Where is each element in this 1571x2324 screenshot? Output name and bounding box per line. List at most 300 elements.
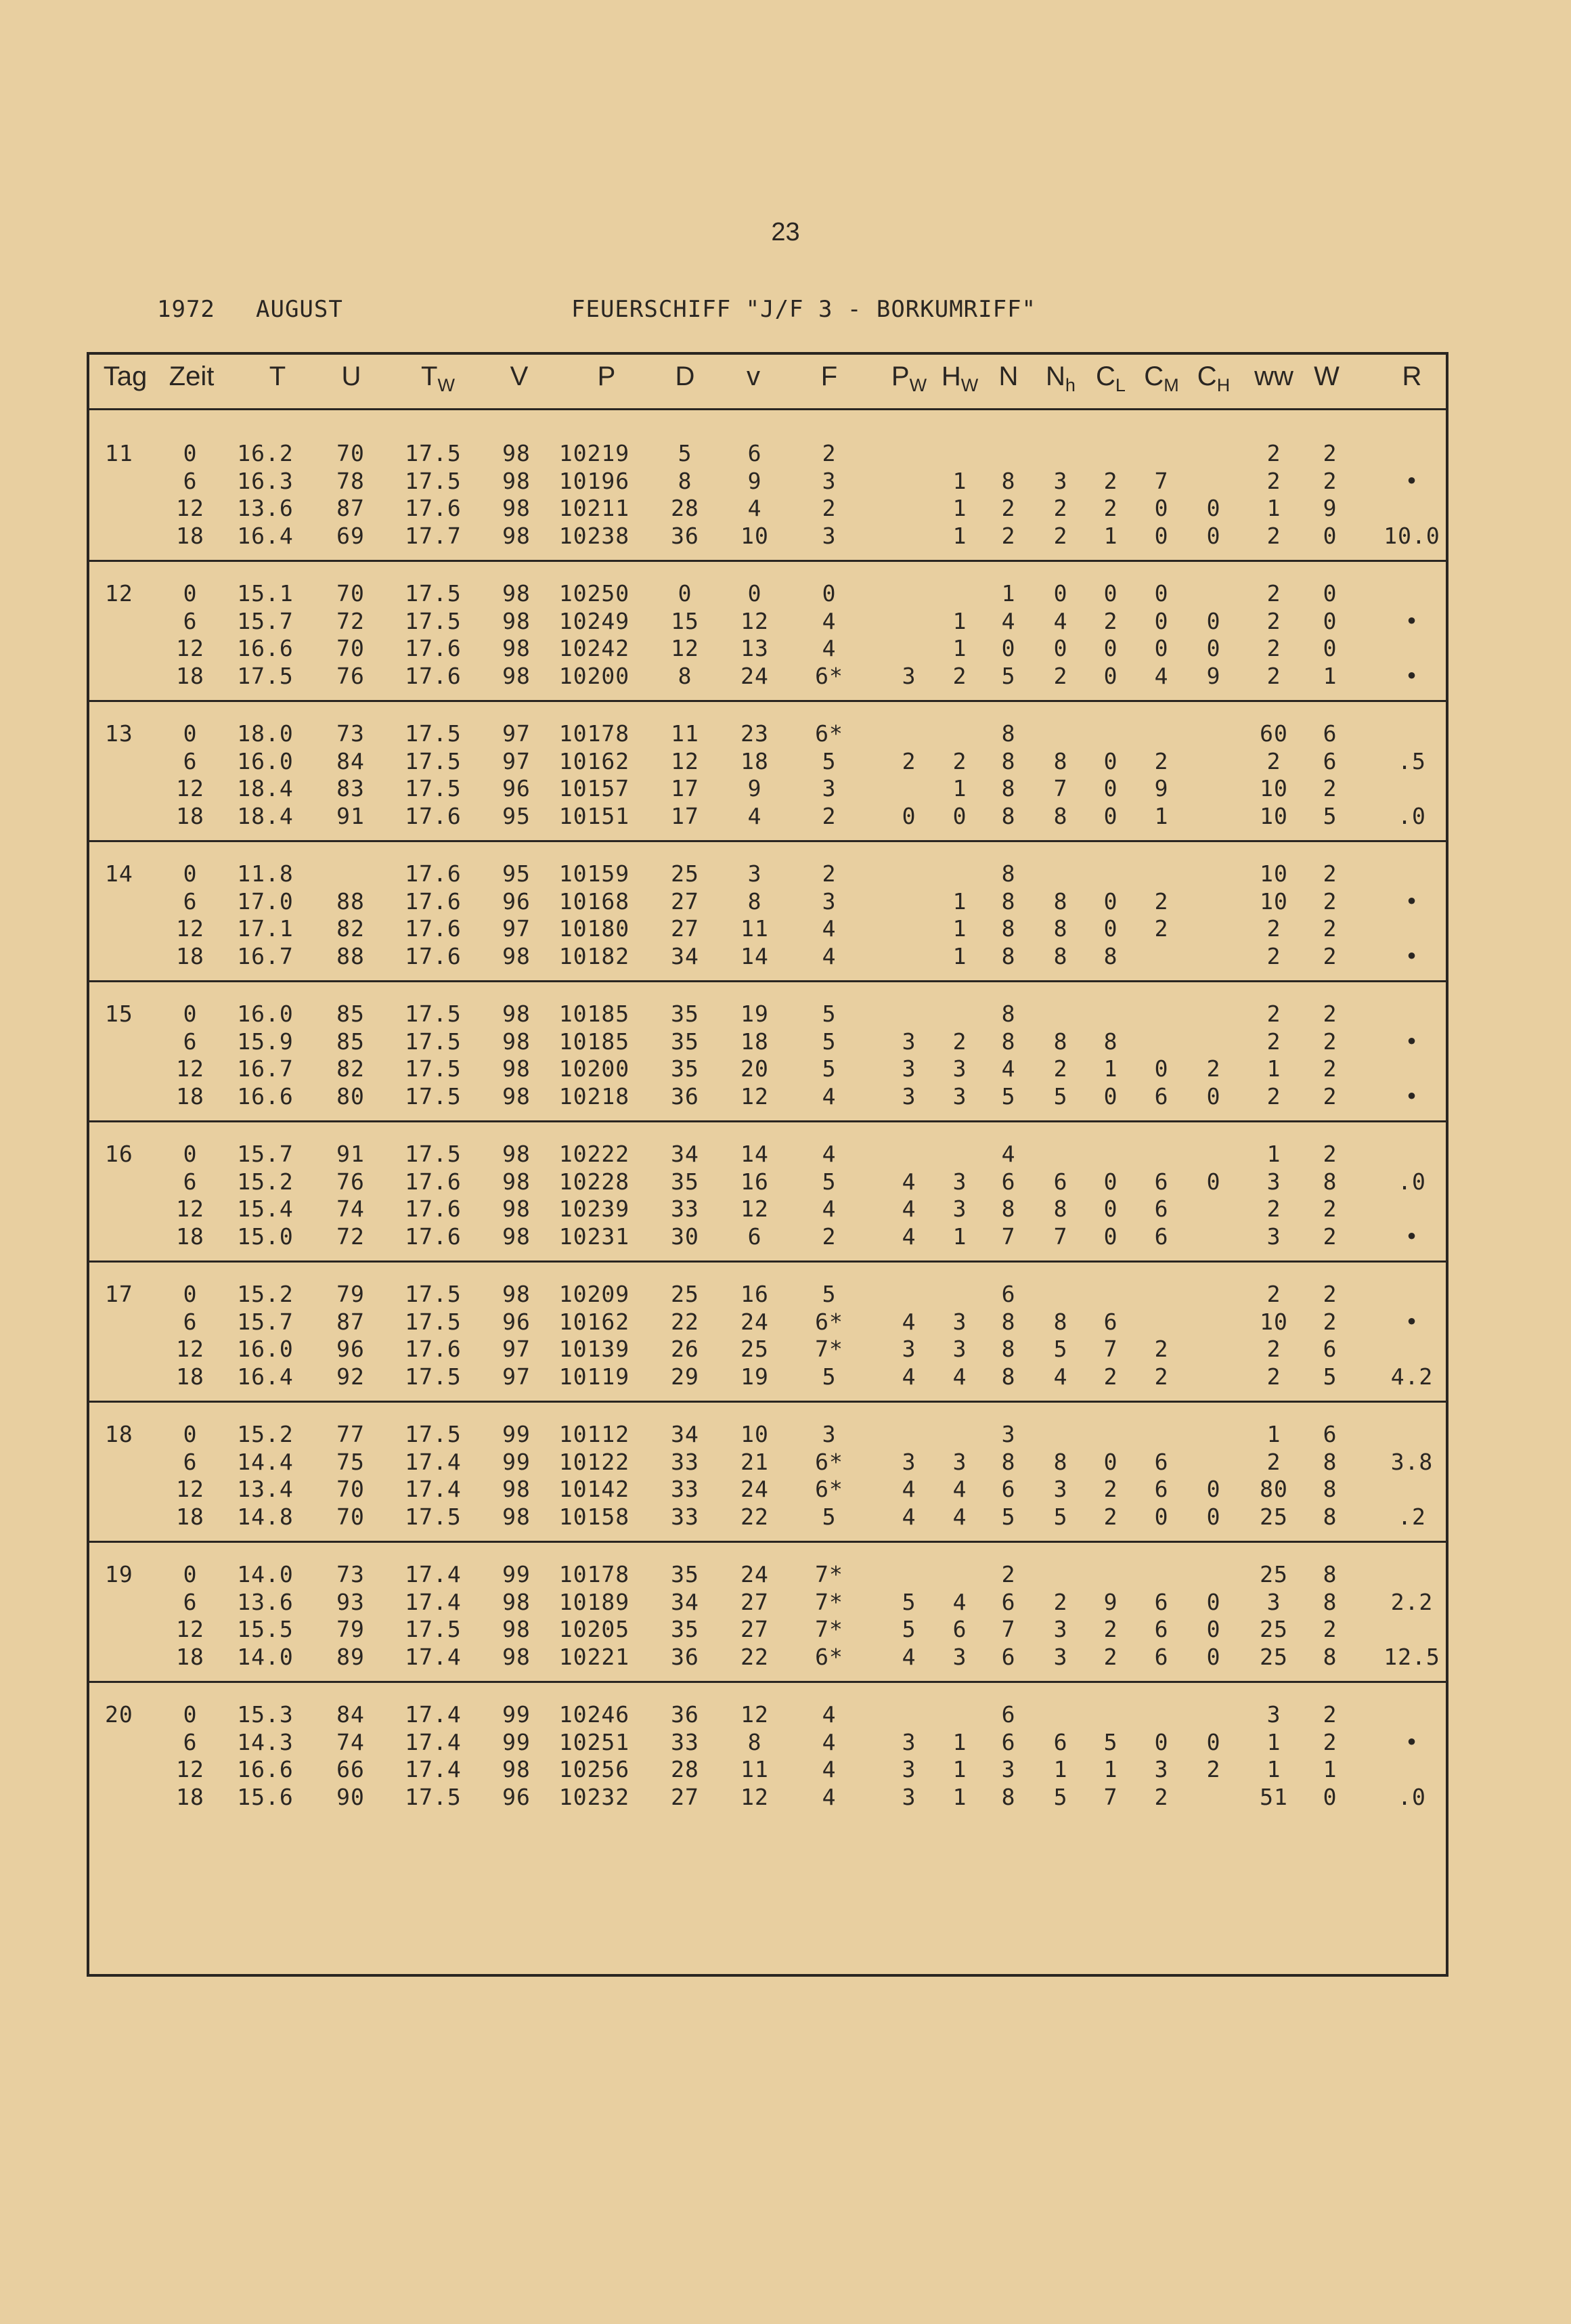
cell-f: 4 bbox=[822, 1783, 837, 1810]
cell-tw: 17.5 bbox=[405, 1363, 462, 1390]
cell-d: 36 bbox=[671, 522, 699, 549]
cell-u: 88 bbox=[336, 887, 365, 915]
cell-ww: 2 bbox=[1266, 635, 1281, 661]
cell-t: 15.1 bbox=[237, 580, 294, 607]
cell-d: 35 bbox=[671, 1561, 699, 1587]
cell-hw: 2 bbox=[952, 1028, 967, 1055]
cell-cm: 6 bbox=[1154, 1082, 1169, 1110]
cell-cm: 0 bbox=[1154, 1728, 1169, 1755]
day-number: 11 bbox=[105, 440, 133, 466]
cell-zeit: 18 bbox=[176, 1363, 204, 1390]
cell-vv: 0 bbox=[747, 580, 762, 607]
cell-vv: 18 bbox=[740, 747, 769, 774]
cell-cm: 2 bbox=[1154, 747, 1169, 774]
cell-ww: 3 bbox=[1266, 1701, 1281, 1728]
cell-w: 0 bbox=[1323, 1783, 1337, 1810]
cell-p: 10256 bbox=[558, 1756, 630, 1782]
cell-u: 70 bbox=[336, 440, 365, 466]
cell-v: 98 bbox=[502, 635, 531, 661]
cell-t: 18.4 bbox=[237, 775, 294, 802]
cell-ww: 2 bbox=[1266, 467, 1281, 494]
cell-cm: 6 bbox=[1154, 1168, 1169, 1195]
cell-ww: 1 bbox=[1266, 495, 1281, 521]
cell-p: 10242 bbox=[558, 635, 630, 661]
cell-cm: 2 bbox=[1154, 887, 1169, 915]
cell-ch: 2 bbox=[1206, 1055, 1221, 1082]
cell-zeit: 18 bbox=[176, 942, 204, 969]
cell-vv: 10 bbox=[740, 522, 769, 549]
cell-hw: 1 bbox=[952, 942, 967, 969]
cell-vv: 4 bbox=[747, 495, 762, 521]
cell-cl: 7 bbox=[1103, 1783, 1118, 1810]
cell-n: 7 bbox=[1001, 1616, 1016, 1642]
cell-w: 2 bbox=[1323, 942, 1337, 969]
cell-f: 5 bbox=[822, 1028, 837, 1055]
column-header-subscript: W bbox=[909, 375, 927, 395]
day-number: 13 bbox=[105, 720, 133, 747]
cell-zeit: 0 bbox=[183, 1701, 198, 1728]
cell-w: 2 bbox=[1323, 1281, 1337, 1307]
cell-ww: 3 bbox=[1266, 1223, 1281, 1250]
cell-d: 17 bbox=[671, 775, 699, 802]
cell-u: 91 bbox=[336, 1141, 365, 1167]
cell-vv: 23 bbox=[740, 720, 769, 747]
cell-ch: 0 bbox=[1206, 635, 1221, 661]
cell-nh: 4 bbox=[1053, 607, 1068, 634]
cell-p: 10218 bbox=[558, 1082, 630, 1110]
cell-cm: 0 bbox=[1154, 1055, 1169, 1082]
cell-v: 96 bbox=[502, 1308, 531, 1335]
cell-u: 73 bbox=[336, 1561, 365, 1587]
cell-zeit: 12 bbox=[176, 915, 204, 942]
cell-t: 18.4 bbox=[237, 802, 294, 829]
cell-u: 83 bbox=[336, 775, 365, 802]
cell-d: 34 bbox=[671, 1588, 699, 1615]
cell-zeit: 12 bbox=[176, 635, 204, 661]
cell-zeit: 6 bbox=[183, 467, 198, 494]
cell-u: 66 bbox=[336, 1756, 365, 1782]
cell-hw: 3 bbox=[952, 1336, 967, 1362]
cell-n: 5 bbox=[1001, 662, 1016, 689]
cell-v: 98 bbox=[502, 1503, 531, 1530]
cell-f: 5 bbox=[822, 1001, 837, 1027]
cell-u: 76 bbox=[336, 1168, 365, 1195]
cell-f: 0 bbox=[822, 580, 837, 607]
cell-p: 10159 bbox=[558, 860, 630, 887]
cell-w: 0 bbox=[1323, 580, 1337, 607]
column-header-cm bbox=[1144, 361, 1178, 396]
cell-vv: 18 bbox=[740, 1028, 769, 1055]
cell-cm: 4 bbox=[1154, 662, 1169, 689]
day-group-divider bbox=[89, 1260, 1446, 1263]
cell-u: 91 bbox=[336, 802, 365, 829]
cell-r: 10.0 bbox=[1384, 522, 1440, 549]
cell-nh: 5 bbox=[1053, 1082, 1068, 1110]
cell-pw: 5 bbox=[902, 1616, 916, 1642]
cell-w: 1 bbox=[1323, 1756, 1337, 1782]
cell-t: 18.0 bbox=[237, 720, 294, 747]
column-header-label: C bbox=[1197, 361, 1217, 391]
cell-tw: 17.5 bbox=[405, 1783, 462, 1810]
cell-cl: 0 bbox=[1103, 747, 1118, 774]
cell-u: 78 bbox=[336, 467, 365, 494]
cell-pw: 3 bbox=[902, 1055, 916, 1082]
cell-v: 97 bbox=[502, 720, 531, 747]
cell-n: 4 bbox=[1001, 607, 1016, 634]
cell-f: 5 bbox=[822, 747, 837, 774]
cell-w: 2 bbox=[1323, 1001, 1337, 1027]
cell-v: 96 bbox=[502, 1783, 531, 1810]
day-group-divider bbox=[89, 840, 1446, 842]
day-number: 14 bbox=[105, 860, 133, 887]
cell-f: 3 bbox=[822, 1421, 837, 1447]
cell-hw: 4 bbox=[952, 1503, 967, 1530]
cell-zeit: 18 bbox=[176, 662, 204, 689]
cell-n: 6 bbox=[1001, 1701, 1016, 1728]
cell-u: 72 bbox=[336, 607, 365, 634]
cell-nh: 8 bbox=[1053, 1028, 1068, 1055]
cell-vv: 21 bbox=[740, 1448, 769, 1475]
cell-r: • bbox=[1404, 607, 1419, 634]
cell-vv: 8 bbox=[747, 1728, 762, 1755]
cell-w: 8 bbox=[1323, 1448, 1337, 1475]
cell-nh: 5 bbox=[1053, 1783, 1068, 1810]
cell-p: 10196 bbox=[558, 467, 630, 494]
cell-r: 12.5 bbox=[1384, 1643, 1440, 1670]
cell-p: 10211 bbox=[558, 495, 630, 521]
cell-d: 28 bbox=[671, 1756, 699, 1782]
cell-pw: 3 bbox=[902, 1756, 916, 1782]
cell-n: 2 bbox=[1001, 522, 1016, 549]
cell-t: 15.5 bbox=[237, 1616, 294, 1642]
cell-nh: 6 bbox=[1053, 1728, 1068, 1755]
cell-ww: 1 bbox=[1266, 1141, 1281, 1167]
cell-r: • bbox=[1404, 662, 1419, 689]
column-header-subscript: L bbox=[1115, 375, 1126, 395]
cell-d: 30 bbox=[671, 1223, 699, 1250]
cell-cl: 0 bbox=[1103, 1223, 1118, 1250]
cell-f: 5 bbox=[822, 1503, 837, 1530]
cell-f: 4 bbox=[822, 1728, 837, 1755]
cell-d: 34 bbox=[671, 1421, 699, 1447]
cell-zeit: 12 bbox=[176, 1336, 204, 1362]
day-number: 12 bbox=[105, 580, 133, 607]
column-header-label: C bbox=[1144, 361, 1164, 391]
cell-ww: 2 bbox=[1266, 662, 1281, 689]
cell-n: 2 bbox=[1001, 1561, 1016, 1587]
cell-v: 99 bbox=[502, 1421, 531, 1447]
cell-pw: 4 bbox=[902, 1643, 916, 1670]
cell-w: 2 bbox=[1323, 915, 1337, 942]
cell-hw: 4 bbox=[952, 1588, 967, 1615]
cell-t: 15.9 bbox=[237, 1028, 294, 1055]
cell-f: 7* bbox=[815, 1616, 843, 1642]
cell-f: 3 bbox=[822, 887, 837, 915]
cell-t: 15.7 bbox=[237, 1141, 294, 1167]
cell-zeit: 12 bbox=[176, 1476, 204, 1502]
cell-vv: 16 bbox=[740, 1168, 769, 1195]
cell-v: 98 bbox=[502, 1082, 531, 1110]
cell-f: 4 bbox=[822, 635, 837, 661]
cell-d: 35 bbox=[671, 1616, 699, 1642]
cell-cl: 0 bbox=[1103, 1196, 1118, 1222]
cell-w: 2 bbox=[1323, 440, 1337, 466]
cell-hw: 2 bbox=[952, 662, 967, 689]
cell-t: 13.6 bbox=[237, 495, 294, 521]
cell-n: 8 bbox=[1001, 1028, 1016, 1055]
cell-hw: 3 bbox=[952, 1448, 967, 1475]
cell-p: 10185 bbox=[558, 1001, 630, 1027]
cell-nh: 3 bbox=[1053, 467, 1068, 494]
cell-p: 10112 bbox=[558, 1421, 630, 1447]
cell-cl: 0 bbox=[1103, 802, 1118, 829]
column-header-label: R bbox=[1402, 361, 1422, 391]
cell-zeit: 6 bbox=[183, 887, 198, 915]
cell-w: 2 bbox=[1323, 887, 1337, 915]
cell-n: 6 bbox=[1001, 1281, 1016, 1307]
cell-t: 11.8 bbox=[237, 860, 294, 887]
column-header-subscript: W bbox=[437, 375, 455, 395]
cell-n: 8 bbox=[1001, 467, 1016, 494]
cell-tw: 17.4 bbox=[405, 1643, 462, 1670]
cell-p: 10232 bbox=[558, 1783, 630, 1810]
cell-f: 4 bbox=[822, 942, 837, 969]
cell-v: 98 bbox=[502, 1616, 531, 1642]
cell-f: 5 bbox=[822, 1055, 837, 1082]
cell-u: 79 bbox=[336, 1281, 365, 1307]
cell-zeit: 0 bbox=[183, 1421, 198, 1447]
cell-ch: 0 bbox=[1206, 1168, 1221, 1195]
cell-t: 16.0 bbox=[237, 1001, 294, 1027]
cell-d: 12 bbox=[671, 635, 699, 661]
cell-u: 70 bbox=[336, 580, 365, 607]
cell-vv: 20 bbox=[740, 1055, 769, 1082]
cell-t: 16.4 bbox=[237, 522, 294, 549]
cell-pw: 3 bbox=[902, 1448, 916, 1475]
cell-v: 98 bbox=[502, 1055, 531, 1082]
cell-d: 25 bbox=[671, 860, 699, 887]
column-header-n bbox=[999, 361, 1019, 392]
cell-f: 5 bbox=[822, 1281, 837, 1307]
cell-v: 98 bbox=[502, 942, 531, 969]
cell-v: 98 bbox=[502, 1028, 531, 1055]
cell-vv: 10 bbox=[740, 1421, 769, 1447]
cell-v: 98 bbox=[502, 662, 531, 689]
cell-n: 4 bbox=[1001, 1141, 1016, 1167]
cell-t: 16.7 bbox=[237, 942, 294, 969]
cell-p: 10142 bbox=[558, 1476, 630, 1502]
cell-hw: 1 bbox=[952, 635, 967, 661]
column-header-subscript: M bbox=[1164, 375, 1179, 395]
cell-p: 10238 bbox=[558, 522, 630, 549]
cell-ww: 2 bbox=[1266, 1281, 1281, 1307]
cell-ww: 80 bbox=[1260, 1476, 1288, 1502]
cell-ww: 2 bbox=[1266, 1336, 1281, 1362]
cell-nh: 2 bbox=[1053, 495, 1068, 521]
cell-vv: 3 bbox=[747, 860, 762, 887]
cell-vv: 27 bbox=[740, 1616, 769, 1642]
cell-ww: 3 bbox=[1266, 1168, 1281, 1195]
column-header-ww bbox=[1254, 361, 1293, 392]
cell-nh: 6 bbox=[1053, 1168, 1068, 1195]
cell-r: 4.2 bbox=[1390, 1363, 1434, 1390]
cell-zeit: 0 bbox=[183, 1141, 198, 1167]
cell-w: 6 bbox=[1323, 720, 1337, 747]
cell-zeit: 6 bbox=[183, 1728, 198, 1755]
cell-nh: 8 bbox=[1053, 802, 1068, 829]
cell-n: 8 bbox=[1001, 942, 1016, 969]
cell-tw: 17.7 bbox=[405, 522, 462, 549]
cell-p: 10119 bbox=[558, 1363, 630, 1390]
cell-hw: 1 bbox=[952, 915, 967, 942]
cell-d: 12 bbox=[671, 747, 699, 774]
cell-u: 76 bbox=[336, 662, 365, 689]
cell-d: 34 bbox=[671, 942, 699, 969]
cell-v: 97 bbox=[502, 1363, 531, 1390]
cell-w: 8 bbox=[1323, 1561, 1337, 1587]
cell-vv: 22 bbox=[740, 1643, 769, 1670]
cell-u: 93 bbox=[336, 1588, 365, 1615]
cell-zeit: 6 bbox=[183, 1448, 198, 1475]
cell-r: • bbox=[1404, 1028, 1419, 1055]
cell-p: 10222 bbox=[558, 1141, 630, 1167]
day-number: 15 bbox=[105, 1001, 133, 1027]
cell-w: 2 bbox=[1323, 467, 1337, 494]
cell-ww: 2 bbox=[1266, 1196, 1281, 1222]
cell-tw: 17.5 bbox=[405, 1281, 462, 1307]
cell-u: 85 bbox=[336, 1001, 365, 1027]
cell-f: 3 bbox=[822, 522, 837, 549]
cell-ww: 2 bbox=[1266, 942, 1281, 969]
column-header-label: ww bbox=[1254, 361, 1293, 391]
cell-ch: 0 bbox=[1206, 1643, 1221, 1670]
cell-f: 4 bbox=[822, 1141, 837, 1167]
cell-tw: 17.6 bbox=[405, 942, 462, 969]
cell-n: 8 bbox=[1001, 1448, 1016, 1475]
cell-nh: 8 bbox=[1053, 942, 1068, 969]
cell-t: 14.0 bbox=[237, 1643, 294, 1670]
cell-d: 34 bbox=[671, 1141, 699, 1167]
cell-tw: 17.5 bbox=[405, 720, 462, 747]
cell-ch: 0 bbox=[1206, 1503, 1221, 1530]
column-header-ch bbox=[1197, 361, 1230, 396]
cell-p: 10178 bbox=[558, 720, 630, 747]
cell-w: 2 bbox=[1323, 1028, 1337, 1055]
day-number: 18 bbox=[105, 1421, 133, 1447]
column-header-label: P bbox=[597, 361, 616, 391]
cell-pw: 4 bbox=[902, 1363, 916, 1390]
cell-nh: 0 bbox=[1053, 580, 1068, 607]
cell-n: 1 bbox=[1001, 580, 1016, 607]
cell-v: 95 bbox=[502, 802, 531, 829]
cell-n: 5 bbox=[1001, 1082, 1016, 1110]
cell-pw: 3 bbox=[902, 1082, 916, 1110]
cell-v: 98 bbox=[502, 440, 531, 466]
cell-cl: 1 bbox=[1103, 1055, 1118, 1082]
cell-ww: 3 bbox=[1266, 1588, 1281, 1615]
cell-nh: 5 bbox=[1053, 1336, 1068, 1362]
column-header-label: v bbox=[747, 361, 760, 391]
cell-p: 10228 bbox=[558, 1168, 630, 1195]
cell-r: 2.2 bbox=[1390, 1588, 1434, 1615]
cell-cl: 2 bbox=[1103, 495, 1118, 521]
cell-nh: 8 bbox=[1053, 915, 1068, 942]
cell-cm: 0 bbox=[1154, 1503, 1169, 1530]
cell-d: 35 bbox=[671, 1168, 699, 1195]
cell-d: 27 bbox=[671, 1783, 699, 1810]
cell-p: 10221 bbox=[558, 1643, 630, 1670]
cell-w: 0 bbox=[1323, 635, 1337, 661]
cell-cl: 0 bbox=[1103, 662, 1118, 689]
cell-f: 7* bbox=[815, 1561, 843, 1587]
cell-zeit: 18 bbox=[176, 802, 204, 829]
cell-vv: 12 bbox=[740, 1082, 769, 1110]
cell-cl: 2 bbox=[1103, 1643, 1118, 1670]
cell-t: 15.2 bbox=[237, 1168, 294, 1195]
column-header-label: T bbox=[269, 361, 286, 391]
cell-n: 8 bbox=[1001, 1001, 1016, 1027]
cell-zeit: 0 bbox=[183, 440, 198, 466]
cell-vv: 4 bbox=[747, 802, 762, 829]
cell-t: 16.0 bbox=[237, 747, 294, 774]
cell-cm: 2 bbox=[1154, 1783, 1169, 1810]
cell-d: 35 bbox=[671, 1055, 699, 1082]
cell-vv: 14 bbox=[740, 1141, 769, 1167]
cell-w: 2 bbox=[1323, 775, 1337, 802]
cell-d: 33 bbox=[671, 1476, 699, 1502]
cell-hw: 3 bbox=[952, 1168, 967, 1195]
cell-cl: 2 bbox=[1103, 607, 1118, 634]
cell-zeit: 12 bbox=[176, 1055, 204, 1082]
cell-vv: 8 bbox=[747, 887, 762, 915]
cell-n: 5 bbox=[1001, 1503, 1016, 1530]
cell-t: 15.3 bbox=[237, 1701, 294, 1728]
column-header-vv bbox=[747, 361, 760, 392]
cell-f: 6* bbox=[815, 1448, 843, 1475]
column-header-label: D bbox=[675, 361, 695, 391]
cell-pw: 4 bbox=[902, 1476, 916, 1502]
cell-zeit: 0 bbox=[183, 860, 198, 887]
cell-v: 98 bbox=[502, 607, 531, 634]
cell-tw: 17.5 bbox=[405, 1421, 462, 1447]
cell-d: 28 bbox=[671, 495, 699, 521]
cell-w: 9 bbox=[1323, 495, 1337, 521]
cell-pw: 3 bbox=[902, 1783, 916, 1810]
cell-v: 96 bbox=[502, 887, 531, 915]
cell-u: 70 bbox=[336, 1476, 365, 1502]
cell-cl: 2 bbox=[1103, 1503, 1118, 1530]
cell-d: 26 bbox=[671, 1336, 699, 1362]
cell-u: 87 bbox=[336, 1308, 365, 1335]
cell-tw: 17.5 bbox=[405, 440, 462, 466]
cell-nh: 0 bbox=[1053, 635, 1068, 661]
cell-v: 99 bbox=[502, 1448, 531, 1475]
cell-t: 14.8 bbox=[237, 1503, 294, 1530]
cell-u: 85 bbox=[336, 1028, 365, 1055]
cell-zeit: 0 bbox=[183, 1001, 198, 1027]
cell-u: 87 bbox=[336, 495, 365, 521]
cell-nh: 8 bbox=[1053, 1448, 1068, 1475]
cell-p: 10185 bbox=[558, 1028, 630, 1055]
cell-v: 98 bbox=[502, 495, 531, 521]
cell-vv: 22 bbox=[740, 1503, 769, 1530]
cell-cl: 6 bbox=[1103, 1308, 1118, 1335]
cell-ch: 0 bbox=[1206, 1728, 1221, 1755]
column-header-label: W bbox=[1314, 361, 1340, 391]
cell-f: 3 bbox=[822, 467, 837, 494]
cell-hw: 6 bbox=[952, 1616, 967, 1642]
cell-d: 36 bbox=[671, 1701, 699, 1728]
